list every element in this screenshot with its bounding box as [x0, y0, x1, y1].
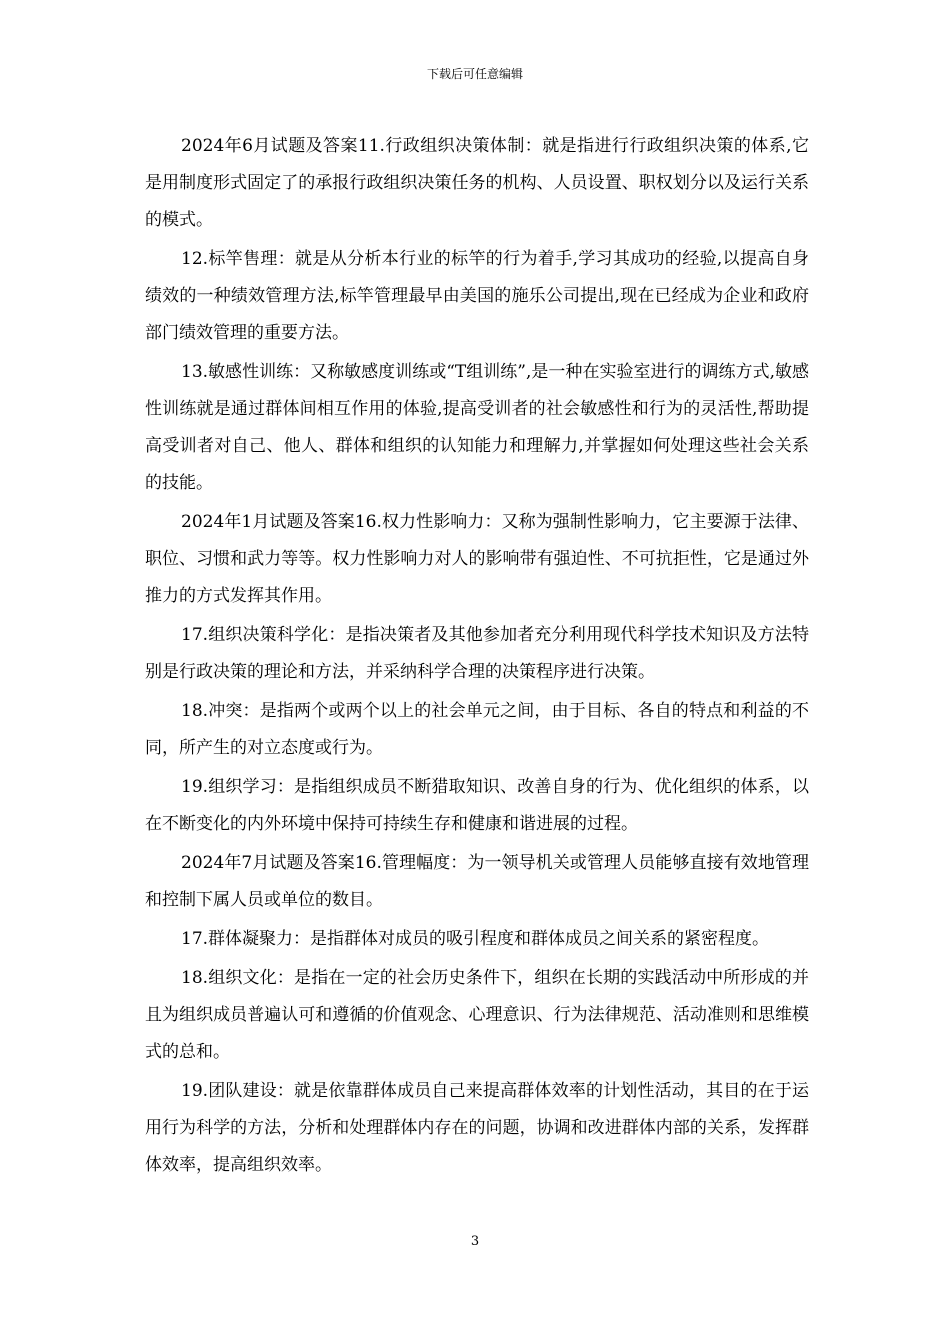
page-header: 下载后可任意编辑 [426, 67, 523, 81]
paragraph-organizational-learning: 19.组织学习：是指组织成员不断猎取知识、改善自身的行为、优化组织的体系，以在不断变化的内外环境中保持可持续生存和健康和谐进展的过程。 [145, 777, 809, 834]
paragraph-group-cohesion: 17.群体凝聚力：是指群体对成员的吸引程度和群体成员之间关系的紧密程度。 [181, 929, 770, 949]
paragraph-power-influence: 2024年1月试题及答案16.权力性影响力：又称为强制性影响力，它主要源于法律、职位、习惯和武力等等。权力性影响力对人的影响带有强迫性、不可抗拒性，它是通过外推力的方式发挥其作用。 [145, 512, 809, 606]
paragraph-organizational-culture: 18.组织文化：是指在一定的社会历史条件下，组织在长期的实践活动中所形成的并且为组织成员普遍认可和遵循的价值观念、心理意识、行为法律规范、活动准则和思维模式的总和。 [145, 968, 809, 1062]
document-body [145, 128, 809, 1186]
paragraph-decision-system: 2024年6月试题及答案11.行政组织决策体制：就是指进行行政组织决策的体系,它是用制度形式固定了的承报行政组织决策任务的机构、人员设置、职权划分以及运行关系的模式。 [145, 136, 809, 230]
paragraph-span-of-control: 2024年7月试题及答案16.管理幅度：为一领导机关或管理人员能够直接有效地管理和控制下属人员或单位的数目。 [145, 853, 809, 910]
paragraph-sensitivity-training: 13.敏感性训练：又称敏感度训练或“T组训练”,是一种在实验室进行的调练方式,敏感性训练就是通过群体间相互作用的体验,提高受训者的社会敏感性和行为的灵活性,帮助提高受训者对自己、他人、群体和组织的认知能力和理解力,并掌握如何处理这些社会关系的技能。 [145, 362, 809, 493]
paragraph-benchmarking: 12.标竿售理：就是从分析本行业的标竿的行为着手,学习其成功的经验,以提高自身绩效的一种绩效管理方法,标竿管理最早由美国的施乐公司提出,现在已经成为企业和政府部门绩效管理的重要方法。 [145, 249, 809, 343]
paragraph-conflict: 18.冲突：是指两个或两个以上的社会单元之间，由于目标、各自的特点和利益的不同，所产生的对立态度或行为。 [145, 701, 809, 758]
page-number: 3 [470, 1234, 480, 1249]
paragraph-team-building: 19.团队建设：就是依靠群体成员自己来提高群体效率的计划性活动，其目的在于运用行为科学的方法，分析和处理群体内存在的问题，协调和改进群体内部的关系，发挥群体效率，提高组织效率。 [145, 1081, 809, 1175]
paragraph-scientific-decision: 17.组织决策科学化：是指决策者及其他参加者充分利用现代科学技术知识及方法特别是行政决策的理论和方法，并采纳科学合理的决策程序进行决策。 [145, 625, 809, 682]
